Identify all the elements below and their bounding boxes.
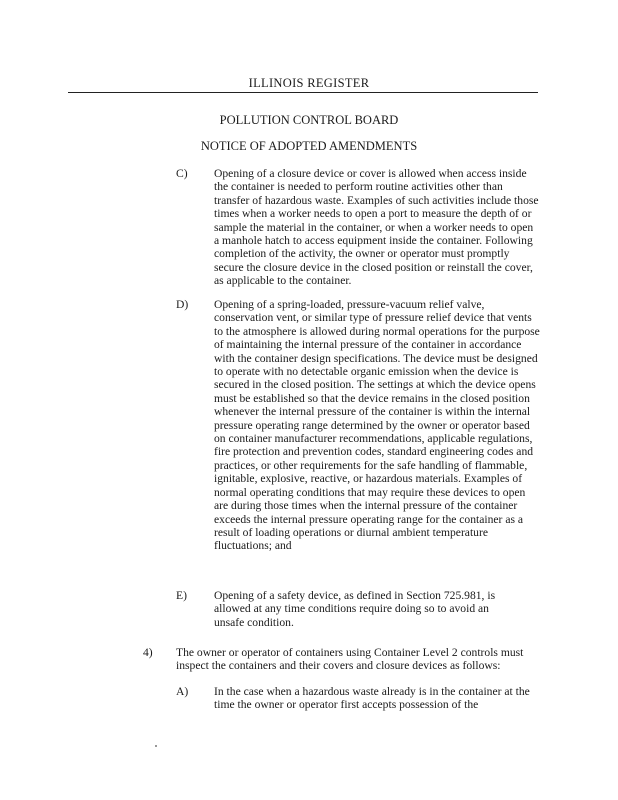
item-a-text: In the case when a hazardous waste already is in the container at the time the owner or operator first accepts possession of the xyxy=(214,685,530,712)
register-title: ILLINOIS REGISTER xyxy=(248,76,370,90)
scan-speck xyxy=(155,745,157,747)
header-rule xyxy=(68,92,538,93)
item-a-label: A) xyxy=(176,685,189,698)
item-e-text: Opening of a safety device, as defined in Section 725.981, is allowed at any time conditions require doing so to avoid an unsafe condition. xyxy=(214,589,496,629)
board-name: POLLUTION CONTROL BOARD xyxy=(219,113,399,127)
notice-title: NOTICE OF ADOPTED AMENDMENTS xyxy=(200,139,418,153)
item-d-text: Opening of a spring-loaded, pressure-vacuum relief valve, conservation vent, or similar type of pressure relief device that vents to the atmosphere is allowed during normal operations for the purpose of maintaining the internal pressure of the container in accordance with the container design specifications. The device must be designed to operate with no detectable organic emission when the device is secured in the closed position. The settings at which the device opens must be established so that the device remains in the closed position whenever the internal pressure of the container is within the internal pressure operating range determined by the owner or operator based on container manufacturer recommendations, applicable regulations, fire protection and prevention codes, standard engineering codes and practices, or other requirements for the safe handling of flammable, ignitable, explosive, reactive, or hazardous materials. Examples of normal operating conditions that may require these devices to open are during those times when the internal pressure of the container exceeds the internal pressure operating range for the container as a result of loading operations or diurnal ambient temperature fluctuations; and xyxy=(214,298,540,553)
item-e-label: E) xyxy=(176,589,187,602)
item-4-label: 4) xyxy=(143,646,153,659)
item-4-text: The owner or operator of containers using Container Level 2 controls must inspect the containers and their covers and closure devices as follows: xyxy=(176,646,524,673)
item-c-label: C) xyxy=(176,167,188,180)
item-d-label: D) xyxy=(176,298,189,311)
item-c-text: Opening of a closure device or cover is allowed when access inside the container is needed to perform routine activities other than transfer of hazardous waste. Examples of such activities include those times when a worker needs to open a port to measure the depth of or sample the material in the container, or when a worker needs to open a manhole hatch to access equipment inside the container. Following completion of the activity, the owner or operator must promptly secure the closure device in the closed position or reinstall the cover, as applicable to the container. xyxy=(214,167,539,288)
